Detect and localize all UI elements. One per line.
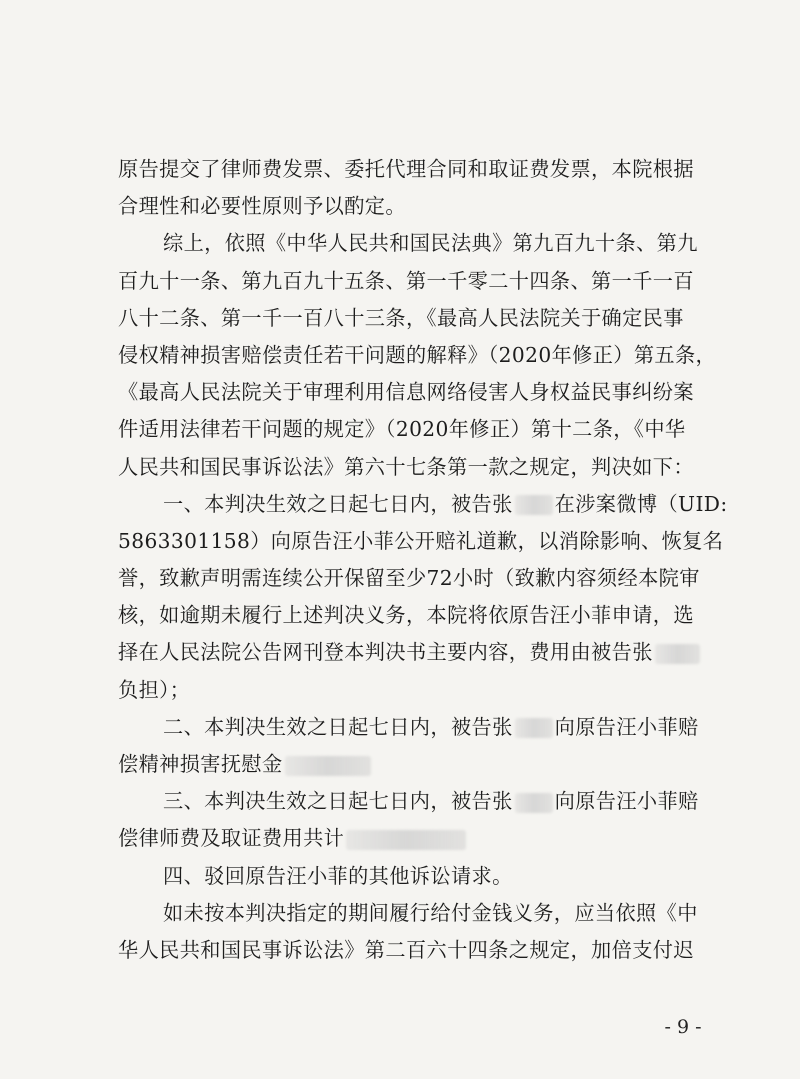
text-line: 八十二条、第一千一百八十三条，《最高人民法院关于确定民事 xyxy=(118,305,684,330)
text-line: 华人民共和国民事诉讼法》第二百六十四条之规定，加倍支付迟 xyxy=(118,937,694,962)
text-line: 原告提交了律师费发票、委托代理合同和取证费发票，本院根据 xyxy=(118,157,694,181)
text-line: 负担）； xyxy=(118,677,191,702)
text-segment: 择在人民法院公告网刊登本判决书主要内容，费用由被告张 xyxy=(118,640,653,665)
page-number: - 9 - xyxy=(664,1016,702,1038)
redacted-name xyxy=(655,644,700,664)
text-segment: 在涉案微博（UID: xyxy=(554,491,728,516)
judgment-item-2 xyxy=(118,709,728,746)
text-segment: 一、本判决生效之日起七日内，被告张 xyxy=(163,491,513,516)
redacted-amount xyxy=(285,756,371,776)
text-segment: 偿律师费及取证费用共计 xyxy=(118,826,345,851)
judgment-item-4: 四、驳回原告汪小菲的其他诉讼请求。 xyxy=(163,863,513,888)
redacted-name xyxy=(515,793,553,813)
text-line: 件适用法律若干问题的规定》（2020年修正）第十二条，《中华 xyxy=(118,417,686,442)
paragraph-line: 如未按本判决指定的期间履行给付金钱义务，应当依照《中 xyxy=(163,900,698,925)
text-line xyxy=(118,746,728,783)
text-line xyxy=(118,634,728,671)
judgment-item-3 xyxy=(118,783,728,820)
text-segment: 三、本判决生效之日起七日内，被告张 xyxy=(163,789,513,814)
text-line: 《最高人民法院关于审理利用信息网络侵害人身权益民事纠纷案 xyxy=(118,380,694,405)
text-line: 核，如逾期未履行上述判决义务，本院将依原告汪小菲申请，选 xyxy=(118,603,694,628)
text-segment: 向原告汪小菲赔 xyxy=(554,714,699,739)
text-line: 誉，致歉声明需连续公开保留至少72小时（致歉内容须经本院审 xyxy=(118,566,700,591)
redacted-name xyxy=(515,718,553,738)
text-line: 人民共和国民事诉讼法》第六十七条第一款之规定，判决如下： xyxy=(118,454,694,479)
text-line xyxy=(118,820,728,857)
redacted-amount xyxy=(346,830,466,850)
paragraph-line: 综上，依照《中华人民共和国民法典》第九百九十条、第九 xyxy=(163,231,698,256)
text-line: 合理性和必要性原则予以酌定。 xyxy=(118,194,406,219)
redacted-name xyxy=(515,495,553,515)
judgment-text xyxy=(118,151,728,969)
text-segment: 向原告汪小菲赔 xyxy=(554,789,699,814)
text-line: 5863301158）向原告汪小菲公开赔礼道歉，以消除影响、恢复名 xyxy=(118,528,724,553)
text-line: 侵权精神损害赔偿责任若干问题的解释》（2020年修正）第五条， xyxy=(118,342,717,367)
text-segment: 偿精神损害抚慰金 xyxy=(118,752,283,776)
judgment-item-1 xyxy=(118,486,728,523)
text-segment: 二、本判决生效之日起七日内，被告张 xyxy=(163,714,513,739)
text-line: 百九十一条、第九百九十五条、第一千零二十四条、第一千一百 xyxy=(118,268,694,293)
